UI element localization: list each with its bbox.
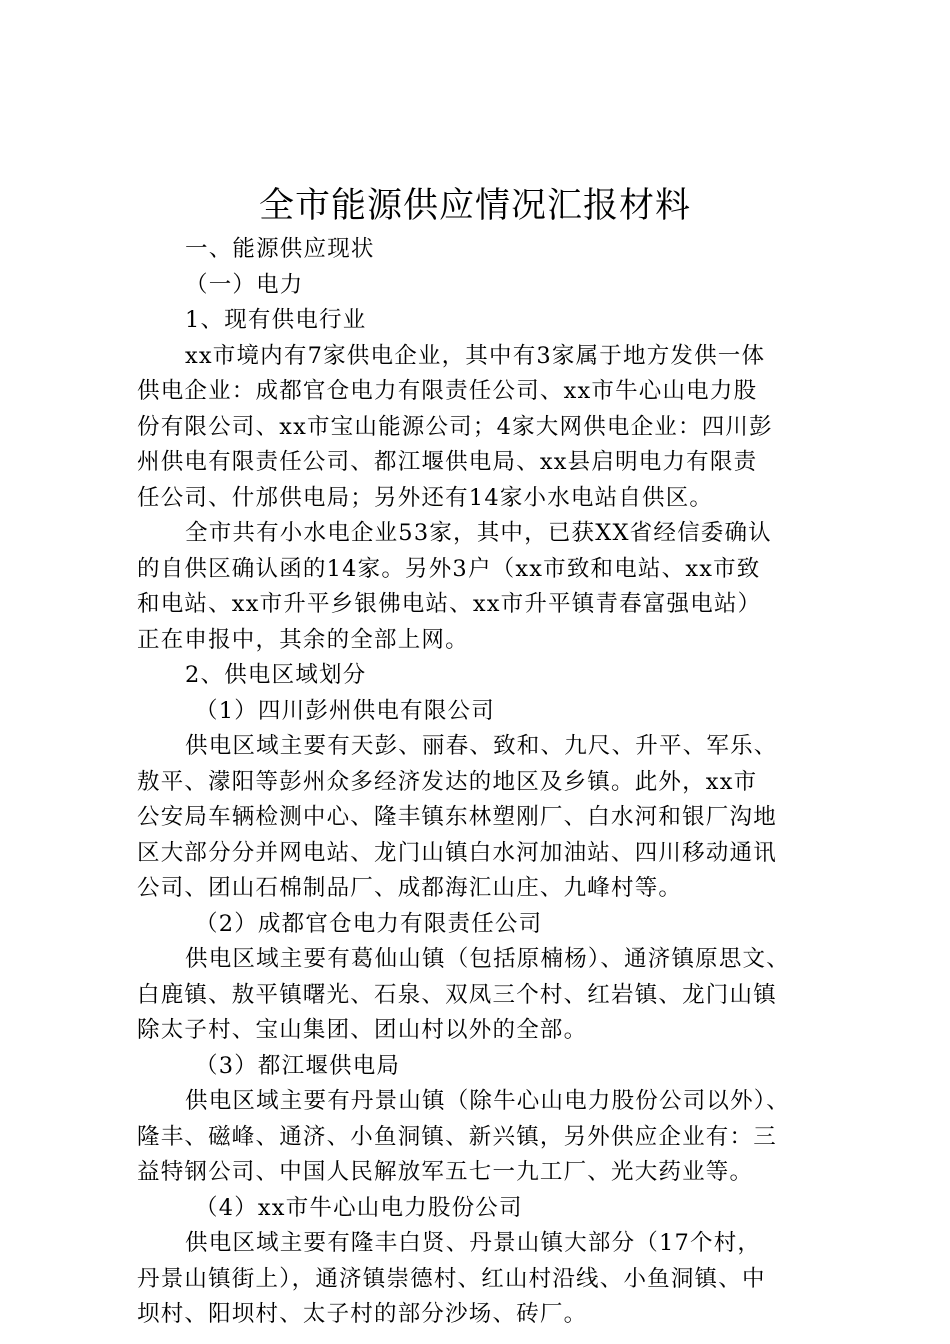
text-line: 敖平、濛阳等彭州众多经济发达的地区及乡镇。此外，xx市 [137, 768, 758, 795]
text-line: 供电企业：成都官仓电力有限责任公司、xx市牛心山电力股 [137, 378, 758, 404]
text-line: 供电区域主要有隆丰白贤、丹景山镇大部分（17个村， [185, 1230, 762, 1256]
text-line: （2）成都官仓电力有限责任公司 [195, 910, 543, 937]
text-line: （4）xx市牛心山电力股份公司 [195, 1194, 523, 1221]
text-line: 公安局车辆检测中心、隆丰镇东林塑刚厂、白水河和银厂沟地 [137, 804, 777, 830]
text-line: （一）电力 [185, 271, 304, 298]
text-line: 全市共有小水电企业53家，其中，已获XX省经信委确认 [185, 520, 772, 546]
text-line: 份有限公司、xx市宝山能源公司；4家大网供电企业：四川彭 [137, 413, 773, 440]
text-line: 供电区域主要有葛仙山镇（包括原楠杨）、通济镇原思文、 [185, 946, 790, 972]
text-line: 任公司、什邡供电局；另外还有14家小水电站自供区。 [137, 484, 714, 511]
text-line: xx市境内有7家供电企业，其中有3家属于地方发供一体 [185, 342, 766, 369]
text-line: 州供电有限责任公司、都江堰供电局、xx县启明电力有限责 [137, 449, 758, 475]
text-line: 和电站、xx市升平乡银佛电站、xx市升平镇青春富强电站） [137, 591, 762, 617]
document-title: 全市能源供应情况汇报材料 [258, 186, 691, 226]
text-line: 区大部分分并网电站、龙门山镇白水河加油站、四川移动通讯 [137, 839, 777, 866]
text-line: 2、供电区域划分 [185, 662, 367, 688]
text-line: 供电区域主要有丹景山镇（除牛心山电力股份公司以外）、 [185, 1088, 790, 1114]
text-line: 除太子村、宝山集团、团山村以外的全部。 [137, 1017, 588, 1043]
text-line: 公司、团山石棉制品厂、成都海汇山庄、九峰村等。 [137, 875, 683, 901]
text-line: 隆丰、磁峰、通济、小鱼洞镇、新兴镇，另外供应企业有：三 [137, 1123, 777, 1150]
text-line: 供电区域主要有天彭、丽春、致和、九尺、升平、军乐、 [185, 733, 778, 759]
text-line: （1）四川彭州供电有限公司 [195, 697, 495, 724]
text-line: 丹景山镇街上），通济镇崇德村、红山村沿线、小鱼洞镇、中 [137, 1265, 766, 1292]
text-line: 白鹿镇、敖平镇曙光、石泉、双凤三个村、红岩镇、龙门山镇 [137, 981, 777, 1008]
document-body [137, 232, 827, 1333]
text-line: 1、现有供电行业 [185, 307, 367, 333]
text-line: 的自供区确认函的14家。另外3户（xx市致和电站、xx市致 [137, 555, 761, 582]
text-line: 一、能源供应现状 [185, 236, 375, 262]
text-line: （3）都江堰供电局 [195, 1052, 401, 1079]
text-line: 益特钢公司、中国人民解放军五七一九工厂、光大药业等。 [137, 1159, 754, 1185]
text-line: 正在申报中，其余的全部上网。 [137, 626, 469, 653]
text-line: 坝村、阳坝村、太子村的部分沙场、砖厂。 [137, 1301, 588, 1327]
